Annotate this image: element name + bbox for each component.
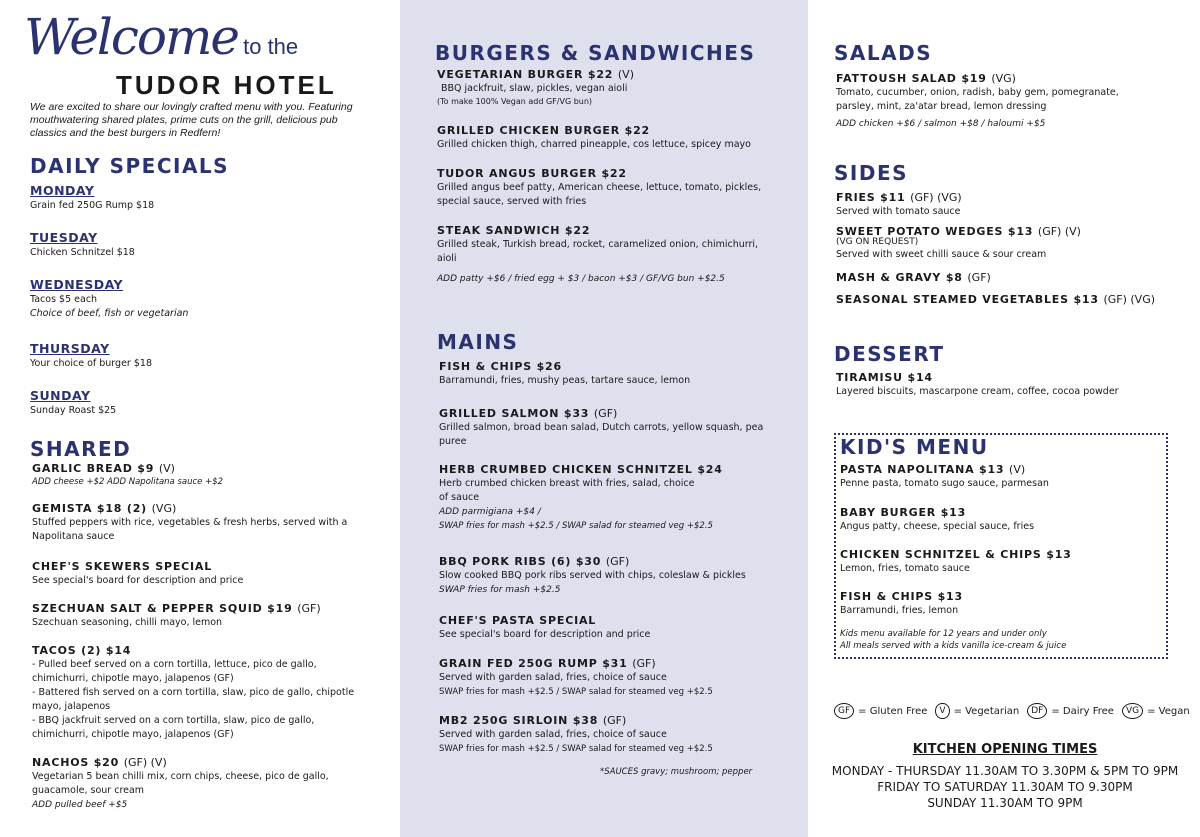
item-title xyxy=(439,463,784,477)
item-note: (VG ON REQUEST) xyxy=(836,237,919,247)
menu-item xyxy=(836,293,1181,307)
item-title xyxy=(439,360,784,374)
item-desc: guacamole, sour cream xyxy=(32,785,145,796)
diet-tag: (GF) (VG) xyxy=(910,191,962,204)
item-desc: Served with tomato sauce xyxy=(836,206,961,217)
special-day xyxy=(30,341,380,388)
item-desc: Angus patty, cheese, special sauce, fries xyxy=(840,521,1035,532)
to-the-text: to the xyxy=(243,34,299,59)
item-desc: Stuffed peppers with rice, vegetables & fresh herbs, served with a xyxy=(32,517,348,528)
day-offer: Chicken Schnitzel $18 xyxy=(30,247,135,258)
shared-heading: SHARED xyxy=(30,437,132,461)
item-desc: Slow cooked BBQ pork ribs served with chips, coleslaw & pickles xyxy=(439,570,746,581)
item-name: SEASONAL STEAMED VEGETABLES $13 xyxy=(836,293,1099,306)
menu-item xyxy=(836,271,1181,293)
sauces-note: *SAUCES gravy; mushroom; pepper xyxy=(600,767,753,777)
diet-tag: (GF) (VG) xyxy=(1103,293,1156,306)
legend-item xyxy=(1027,703,1114,719)
item-title xyxy=(836,293,1181,307)
diet-tag: (V) xyxy=(158,462,175,475)
item-addons: ADD pulled beef +$5 xyxy=(32,800,128,810)
item-desc: aioli xyxy=(437,253,457,264)
menu-item xyxy=(439,407,784,463)
item-desc: Szechuan seasoning, chilli mayo, lemon xyxy=(32,617,223,628)
item-title xyxy=(32,644,382,658)
item-desc: special sauce, served with fries xyxy=(437,196,587,207)
item-title xyxy=(32,502,382,516)
legend-label: = Dairy Free xyxy=(1051,705,1114,717)
item-name: PASTA NAPOLITANA $13 xyxy=(840,463,1005,476)
item-title xyxy=(439,657,784,671)
kids-note: All meals served with a kids vanilla ice-cream & juice xyxy=(840,641,1067,651)
menu-item xyxy=(439,614,784,657)
item-desc: Served with garden salad, fries, choice of sauce xyxy=(439,672,667,683)
item-desc: Barramundi, fries, mushy peas, tartare sauce, lemon xyxy=(439,375,691,386)
item-desc: Barramundi, fries, lemon xyxy=(840,605,959,616)
menu-item xyxy=(32,644,382,756)
diet-tag: (GF) xyxy=(602,714,627,727)
v-badge-icon: V xyxy=(935,703,949,719)
item-desc: - Pulled beef served on a corn tortilla, lettuce, pico de gallo, xyxy=(32,659,317,670)
day-offer: Your choice of burger $18 xyxy=(30,358,152,369)
menu-item xyxy=(439,360,784,407)
item-note: (To make 100% Vegan add GF/VG bun) xyxy=(437,97,593,106)
legend-label: = Vegan xyxy=(1147,705,1190,717)
item-title xyxy=(32,756,382,770)
diet-tag: (GF) xyxy=(593,407,618,420)
item-addons: ADD chicken +$6 / salmon +$8 / haloumi +$5 xyxy=(836,119,1046,129)
diet-tag: (VG) xyxy=(151,502,177,515)
item-desc: Served with sweet chilli sauce & sour cream xyxy=(836,249,1047,260)
salads-heading: SALADS xyxy=(834,41,933,65)
daily-specials-heading: DAILY SPECIALS xyxy=(30,154,230,178)
vg-badge-icon: VG xyxy=(1122,703,1143,719)
item-name: GRILLED SALMON $33 xyxy=(439,407,590,420)
item-desc: chimichurri, chipotle mayo, jalapenos (GF) xyxy=(32,673,234,684)
burgers-list xyxy=(437,68,787,286)
item-swaps: SWAP fries for mash +$2.5 xyxy=(439,585,561,595)
item-title xyxy=(439,614,784,628)
hours-title: KITCHEN OPENING TIMES xyxy=(912,742,1098,757)
menu-item xyxy=(439,463,784,555)
kitchen-hours xyxy=(820,742,1190,811)
item-name: FATTOUSH SALAD $19 xyxy=(836,72,987,85)
item-desc: Napolitana sauce xyxy=(32,531,115,542)
item-title xyxy=(439,555,784,569)
item-desc: of sauce xyxy=(439,492,480,503)
legend-item xyxy=(834,703,927,719)
item-title: FISH & CHIPS $13 xyxy=(840,590,963,603)
special-day xyxy=(30,230,380,277)
item-desc: - BBQ jackfruit served on a corn tortilla, slaw, pico de gallo, xyxy=(32,715,315,726)
item-name: MASH & GRAVY $8 xyxy=(836,271,963,284)
item-name: CHEF'S PASTA SPECIAL xyxy=(439,614,597,627)
menu-item xyxy=(439,555,784,614)
item-desc: Grilled steak, Turkish bread, rocket, caramelized onion, chimichurri, xyxy=(437,239,759,250)
menu-item xyxy=(840,463,1160,506)
menu-item xyxy=(32,602,382,644)
menu-item xyxy=(836,226,1181,271)
item-desc: - Battered fish served on a corn tortilla, slaw, pico de gallo, chipotle xyxy=(32,687,355,698)
diet-tag: (GF) (V) xyxy=(123,756,167,769)
sides-heading: SIDES xyxy=(834,161,909,185)
item-addons: ADD parmigiana +$4 / xyxy=(439,507,541,517)
item-name: TACOS (2) $14 xyxy=(32,644,132,657)
item-desc: Served with garden salad, fries, choice of sauce xyxy=(439,729,667,740)
item-swaps: SWAP fries for mash +$2.5 / SWAP salad for steamed veg +$2.5 xyxy=(439,744,713,754)
item-title xyxy=(836,191,1181,205)
diet-tag: (GF) xyxy=(297,602,321,615)
middle-column xyxy=(400,0,808,837)
kids-menu-box xyxy=(834,433,1168,659)
item-title xyxy=(32,462,382,476)
menu-item xyxy=(836,191,1181,226)
kids-heading: KID'S MENU xyxy=(840,435,989,459)
item-desc: chimichurri, chipotle mayo, jalapenos (GF) xyxy=(32,729,234,740)
welcome-script-text: Welcome xyxy=(24,8,239,66)
item-name: CHEF'S SKEWERS SPECIAL xyxy=(32,560,213,573)
gf-badge-icon: GF xyxy=(834,703,854,719)
menu-item xyxy=(437,68,787,124)
item-name: GARLIC BREAD $9 xyxy=(32,462,155,475)
item-desc: Grilled chicken thigh, charred pineapple, cos lettuce, spicey mayo xyxy=(437,139,751,150)
item-desc: Layered biscuits, mascarpone cream, coffee, cocoa powder xyxy=(836,386,1119,397)
kids-list xyxy=(840,463,1160,652)
item-name: FRIES $11 xyxy=(836,191,906,204)
item-title: TIRAMISU $14 xyxy=(836,371,933,384)
item-name: TUDOR ANGUS BURGER $22 xyxy=(437,167,627,180)
item-name: BBQ PORK RIBS (6) $30 xyxy=(439,555,602,568)
item-title xyxy=(32,560,382,574)
burger-addons: ADD patty +$6 / fried egg + $3 / bacon +$3 / GF/VG bun +$2.5 xyxy=(437,274,725,284)
diet-tag: (GF) (V) xyxy=(1037,225,1081,238)
mains-list xyxy=(439,360,784,768)
item-name: SWEET POTATO WEDGES $13 xyxy=(836,225,1034,238)
item-desc: mayo, jalapenos xyxy=(32,701,111,712)
special-day xyxy=(30,277,380,341)
item-desc: puree xyxy=(439,436,467,447)
salads-list xyxy=(836,72,1176,131)
item-name: GEMISTA $18 (2) xyxy=(32,502,147,515)
sides-list xyxy=(836,191,1181,307)
menu-item xyxy=(32,560,382,602)
special-day xyxy=(30,388,380,428)
menu-item xyxy=(437,124,787,167)
item-title: CHICKEN SCHNITZEL & CHIPS $13 xyxy=(840,548,1072,561)
diet-tag: (V) xyxy=(617,68,634,81)
item-title xyxy=(439,714,784,728)
diet-tag: (V) xyxy=(1009,463,1026,476)
item-title xyxy=(437,124,787,138)
mains-heading: MAINS xyxy=(437,330,519,354)
legend-label: = Gluten Free xyxy=(858,705,928,717)
item-title xyxy=(437,68,787,82)
legend-item xyxy=(935,703,1019,719)
item-desc: Grilled salmon, broad bean salad, Dutch carrots, yellow squash, pea xyxy=(439,422,764,433)
menu-item xyxy=(437,167,787,224)
item-title xyxy=(836,72,1176,86)
item-addons: ADD cheese +$2 ADD Napolitana sauce +$2 xyxy=(32,477,224,487)
menu-item xyxy=(840,506,1160,548)
welcome-logo xyxy=(24,8,299,66)
shared-list xyxy=(32,462,382,812)
item-name: MB2 250G SIRLOIN $38 xyxy=(439,714,599,727)
df-badge-icon: DF xyxy=(1027,703,1047,719)
left-column xyxy=(0,0,400,837)
day-offer: Tacos $5 each xyxy=(30,294,98,305)
item-desc: Grilled angus beef patty, American cheese, lettuce, tomato, pickles, xyxy=(437,182,762,193)
item-desc: parsley, mint, za'atar bread, lemon dressing xyxy=(836,101,1047,112)
item-name: GRILLED CHICKEN BURGER $22 xyxy=(437,124,650,137)
menu-item xyxy=(32,756,382,812)
legend-label: = Vegetarian xyxy=(953,705,1020,717)
item-name: SZECHUAN SALT & PEPPER SQUID $19 xyxy=(32,602,293,615)
menu-item xyxy=(840,548,1160,590)
daily-specials-list xyxy=(30,183,380,428)
item-name: VEGETARIAN BURGER $22 xyxy=(437,68,614,81)
item-name: STEAK SANDWICH $22 xyxy=(437,224,591,237)
day-offer: Sunday Roast $25 xyxy=(30,405,117,416)
menu-item xyxy=(437,224,787,272)
diet-tag: (GF) xyxy=(632,657,656,670)
diet-tag: (GF) xyxy=(967,271,991,284)
item-desc: See special's board for description and price xyxy=(32,575,244,586)
item-swaps: SWAP fries for mash +$2.5 / SWAP salad for steamed veg +$2.5 xyxy=(439,521,713,531)
item-swaps: SWAP fries for mash +$2.5 / SWAP salad for steamed veg +$2.5 xyxy=(439,687,713,697)
day-offer-note: Choice of beef, fish or vegetarian xyxy=(30,308,189,319)
item-desc: Herb crumbed chicken breast with fries, salad, choice xyxy=(439,478,695,489)
hours-line: SUNDAY 11.30AM TO 9PM xyxy=(927,796,1083,810)
menu-item xyxy=(439,657,784,714)
item-name: HERB CRUMBED CHICKEN SCHNITZEL $24 xyxy=(439,463,723,476)
intro-text: We are excited to share our lovingly crafted menu with you. Featuring mouthwatering shared plates, prime cuts on the grill, delicious pub classics and the best burgers in Redfern! xyxy=(30,101,353,139)
day-label: SUNDAY xyxy=(30,388,91,403)
hotel-name: TUDOR HOTEL xyxy=(116,70,337,100)
day-label: TUESDAY xyxy=(30,230,98,245)
hours-line: FRIDAY TO SATURDAY 11.30AM TO 9.30PM xyxy=(877,780,1133,794)
day-label: THURSDAY xyxy=(30,341,110,356)
day-offer: Grain fed 250G Rump $18 xyxy=(30,200,155,211)
item-desc: See special's board for description and price xyxy=(439,629,651,640)
dessert-heading: DESSERT xyxy=(834,342,945,366)
day-label: MONDAY xyxy=(30,183,95,198)
item-title xyxy=(32,602,382,616)
burgers-heading: BURGERS & SANDWICHES xyxy=(435,41,756,65)
day-label: WEDNESDAY xyxy=(30,277,124,292)
dessert-list xyxy=(836,371,1181,399)
item-desc: BBQ jackfruit, slaw, pickles, vegan aioli xyxy=(441,83,628,94)
item-title xyxy=(437,224,787,238)
item-desc: Vegetarian 5 bean chilli mix, corn chips, cheese, pico de gallo, xyxy=(32,771,329,782)
diet-legend xyxy=(834,703,1190,719)
legend-item xyxy=(1122,703,1190,719)
diet-tag: (GF) xyxy=(605,555,630,568)
item-title xyxy=(836,271,1181,285)
item-name: FISH & CHIPS $26 xyxy=(439,360,562,373)
special-day xyxy=(30,183,380,230)
item-title: BABY BURGER $13 xyxy=(840,506,967,519)
item-title xyxy=(437,167,787,181)
menu-item xyxy=(32,462,382,502)
kids-note: Kids menu available for 12 years and under only xyxy=(840,629,1047,639)
item-name: NACHOS $20 xyxy=(32,756,120,769)
menu-item xyxy=(32,502,382,560)
menu-item xyxy=(840,590,1160,628)
item-name: GRAIN FED 250G RUMP $31 xyxy=(439,657,628,670)
menu-item xyxy=(439,714,784,768)
item-desc: Penne pasta, tomato sugo sauce, parmesan xyxy=(840,478,1049,489)
item-desc: Tomato, cucumber, onion, radish, baby gem, pomegranate, xyxy=(836,87,1119,98)
hours-line: MONDAY - THURSDAY 11.30AM TO 3.30PM & 5PM TO 9PM xyxy=(831,764,1179,778)
item-title xyxy=(836,226,1181,237)
item-title xyxy=(840,463,1160,477)
diet-tag: (VG) xyxy=(991,72,1016,85)
item-desc: Lemon, fries, tomato sauce xyxy=(840,563,970,574)
item-title xyxy=(439,407,784,421)
